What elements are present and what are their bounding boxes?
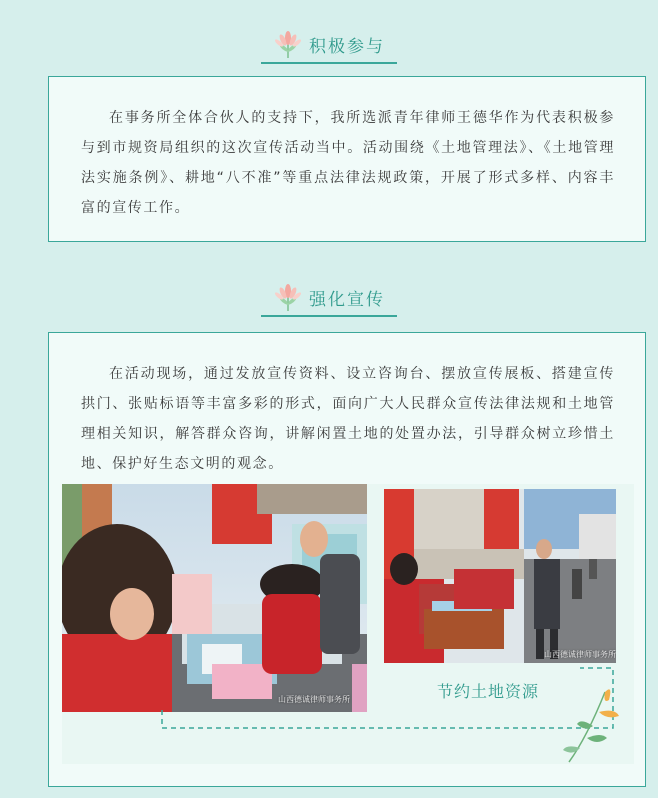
paragraph-2: 在活动现场，通过发放宣传资料、设立咨询台、摆放宣传展板、搭建宣传拱门、张贴标语等丰富多彩的形式，面向广大人民群众宣传法律法规和土地管理相关知识，解答群众咨询，讲解闲置土地的处置办法，引导群众树立珍惜土地、保护好生态文明的观念。 — [81, 366, 615, 472]
leaf-branch-icon — [547, 682, 637, 764]
section-title-text: 积极参与 — [309, 36, 385, 57]
photo-watermark: 山西德诚律师事务所 — [544, 650, 616, 659]
photo-caption: 节约土地资源 — [437, 682, 540, 701]
section-title-1 — [0, 28, 658, 64]
event-photo-right-image — [384, 489, 616, 663]
flower-icon — [273, 281, 303, 313]
section-title-2 — [0, 281, 658, 317]
flower-icon — [273, 28, 303, 60]
section-title-text: 强化宣传 — [309, 289, 385, 310]
photo-watermark: 山西德诚律师事务所 — [278, 695, 350, 704]
event-photo-right — [384, 489, 616, 663]
paragraph-1: 在事务所全体合伙人的支持下，我所选派青年律师王德华作为代表积极参与到市规资局组织的这次宣传活动当中。活动围绕《土地管理法》、《土地管理法实施条例》、耕地“八不准”等重点法律法规政策，开展了形式多样、内容丰富的宣传工作。 — [81, 110, 615, 216]
text-card-1 — [48, 76, 646, 242]
